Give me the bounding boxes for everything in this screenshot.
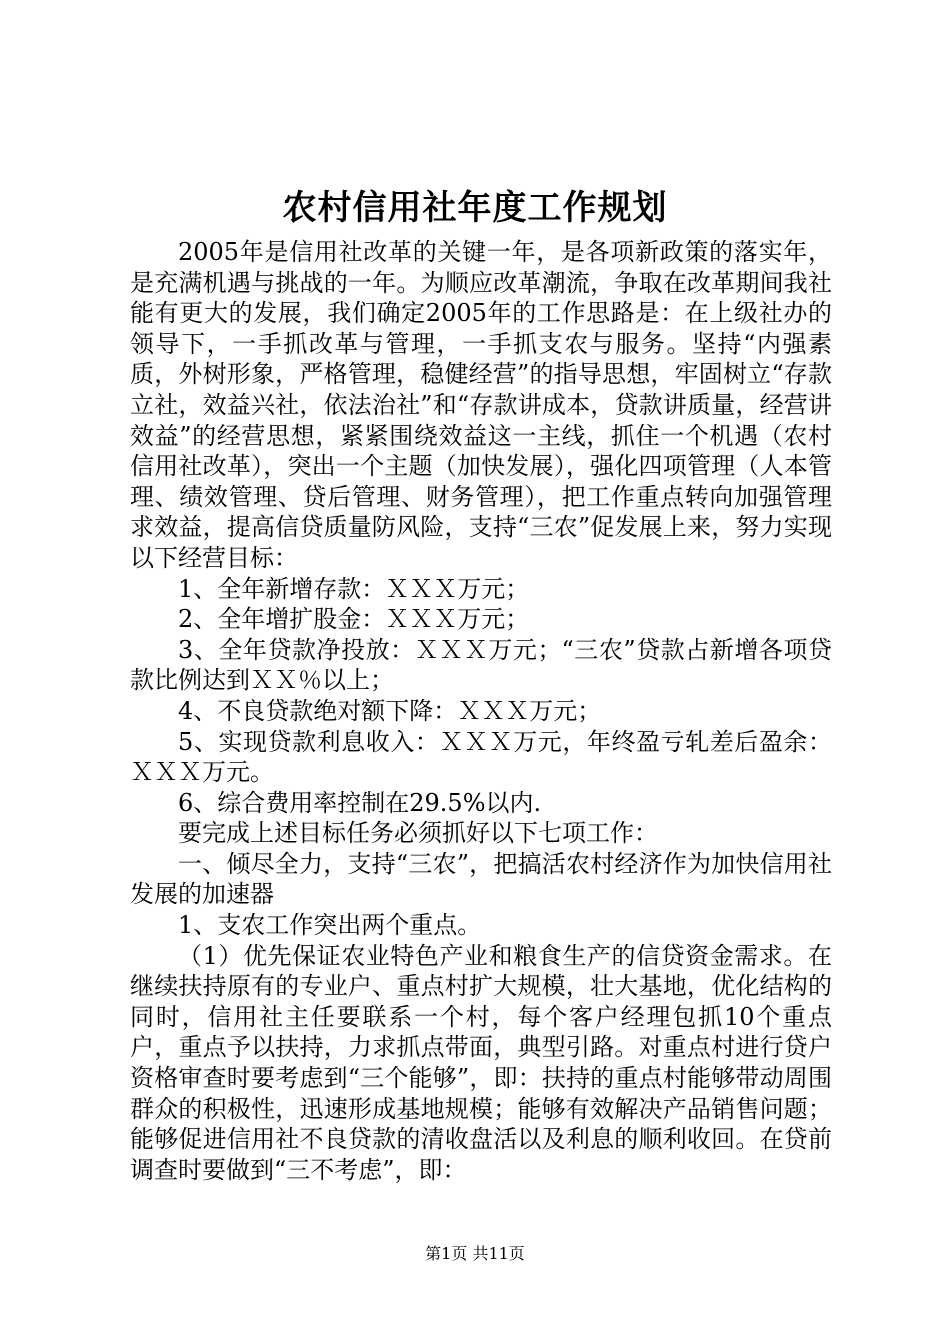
paragraph-goal-2: 2、全年增扩股金：ＸＸＸ万元； (178, 605, 530, 634)
paragraph-goal-5: 5、实现贷款利息收入：ＸＸＸ万元，年终盈亏轧差后盈余：ＸＸＸ万元。 (130, 727, 832, 787)
paragraph-goal-3: 3、全年贷款净投放：ＸＸＸ万元；“三农”贷款占新增各项贷款比例达到ＸＸ％以上； (130, 635, 832, 695)
paragraph-intro: 2005年是信用社改革的关键一年，是各项新政策的落实年，是充满机遇与挑战的一年。为顺应改革潮流，争取在改革期间我社能有更大的发展，我们确定2005年的工作思路是：在上级社办的领导下，一手抓改革与管理，一手抓支农与服务。坚持“内强素质，外树形象，严格管理，稳健经营”的指导思想，牢固树立“存款立社，效益兴社，依法治社”和“存款讲成本，贷款讲质量，经营讲效益”的经营思想，紧紧围绕效益这一主线，抓住一个机遇（农村信用社改革），突出一个主题（加快发展），强化四项管理（人本管理、绩效管理、贷后管理、财务管理），把工作重点转向加强管理求效益，提高信贷质量防风险，支持“三农”促发展上来，努力实现以下经营目标： (130, 238, 832, 572)
subsection-heading-1: 1、支农工作突出两个重点。 (178, 911, 482, 940)
paragraph-goal-6: 6、综合费用率控制在29.5%以内. (178, 788, 542, 817)
section-heading-1: 一、倾尽全力，支持“三农”，把搞活农村经济作为加快信用社发展的加速器 (130, 849, 832, 909)
paragraph-tasks-intro: 要完成上述目标任务必须抓好以下七项工作： (178, 819, 658, 848)
document-body (130, 237, 832, 1185)
document-title: 农村信用社年度工作规划 (282, 188, 668, 228)
paragraph-item-1: （1）优先保证农业特色产业和粮食生产的信贷资金需求。在继续扶持原有的专业户、重点村扩大规模，壮大基地，优化结构的同时，信用社主任要联系一个村，每个客户经理包抓10个重点户，重点予以扶持，力求抓点带面，典型引路。对重点村进行贷户资格审查时要考虑到“三个能够”，即：扶持的重点村能够带动周围群众的积极性，迅速形成基地规模；能够有效解决产品销售问题；能够促进信用社不良贷款的清收盘活以及利息的顺利收回。在贷前调查时要做到“三不考虑”，即： (130, 941, 832, 1184)
page-footer: 第1页 共11页 (425, 1244, 525, 1263)
paragraph-goal-1: 1、全年新增存款：ＸＸＸ万元； (178, 574, 530, 603)
paragraph-goal-4: 4、不良贷款绝对额下降：ＸＸＸ万元； (178, 696, 602, 725)
